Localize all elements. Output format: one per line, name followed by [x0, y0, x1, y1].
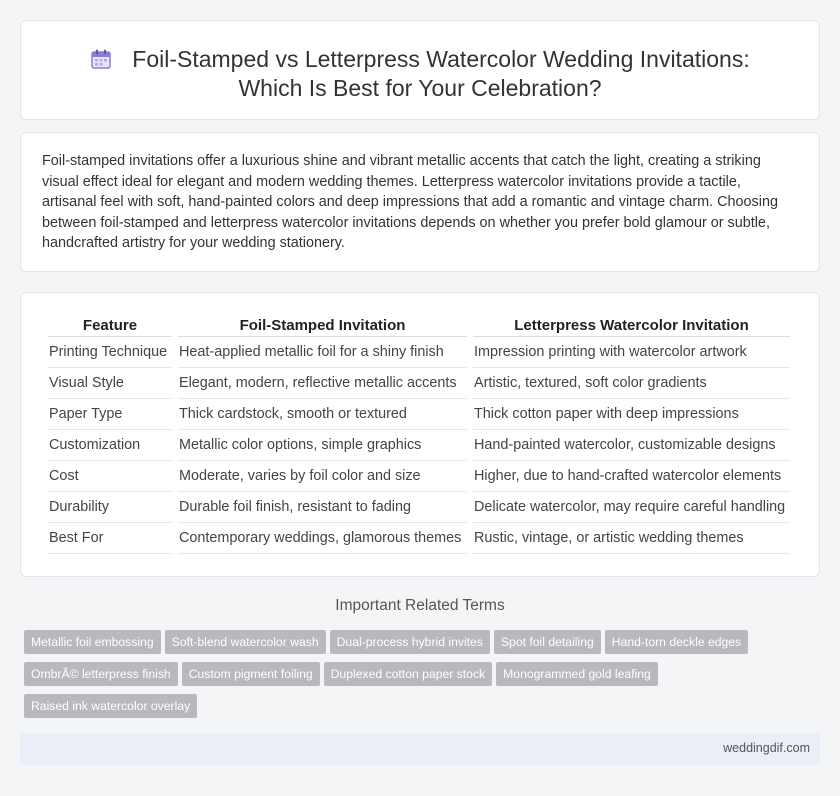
- feature-cell: Durability: [48, 492, 172, 523]
- feature-cell: Paper Type: [48, 399, 172, 430]
- comparison-table: [42, 315, 796, 554]
- feature-cell: Customization: [48, 430, 172, 461]
- foil-cell: Contemporary weddings, glamorous themes: [178, 523, 467, 554]
- footer: [20, 733, 820, 765]
- letterpress-cell: Delicate watercolor, may require careful handling: [473, 492, 790, 523]
- foil-cell: Metallic color options, simple graphics: [178, 430, 467, 461]
- title-line-1: Foil-Stamped vs Letterpress Watercolor Wedding Invitations:: [132, 46, 750, 72]
- table-row: [48, 368, 790, 399]
- foil-cell: Elegant, modern, reflective metallic accents: [178, 368, 467, 399]
- calendar-icon: [90, 48, 112, 70]
- term-tag[interactable]: Raised ink watercolor overlay: [24, 694, 197, 718]
- term-tag[interactable]: Dual-process hybrid invites: [330, 630, 490, 654]
- title-line-2: Which Is Best for Your Celebration?: [238, 75, 602, 101]
- header-foil: Foil-Stamped Invitation: [178, 315, 467, 337]
- feature-cell: Visual Style: [48, 368, 172, 399]
- table-row: [48, 399, 790, 430]
- table-row: [48, 523, 790, 554]
- title-card: [20, 20, 820, 120]
- term-tag[interactable]: Soft-blend watercolor wash: [165, 630, 326, 654]
- letterpress-cell: Artistic, textured, soft color gradients: [473, 368, 790, 399]
- related-terms-list: [24, 630, 814, 726]
- comparison-card: [20, 292, 820, 577]
- table-row: [48, 492, 790, 523]
- table-row: [48, 430, 790, 461]
- letterpress-cell: Hand-painted watercolor, customizable designs: [473, 430, 790, 461]
- feature-cell: Best For: [48, 523, 172, 554]
- footer-site-link[interactable]: weddingdif.com: [723, 741, 810, 755]
- letterpress-cell: Rustic, vintage, or artistic wedding themes: [473, 523, 790, 554]
- related-terms-heading: Important Related Terms: [335, 597, 505, 614]
- table-row: [48, 337, 790, 368]
- page-title: [21, 45, 819, 103]
- letterpress-cell: Higher, due to hand-crafted watercolor elements: [473, 461, 790, 492]
- term-tag[interactable]: Custom pigment foiling: [182, 662, 320, 686]
- intro-paragraph: Foil-stamped invitations offer a luxurious shine and vibrant metallic accents that catch the light, creating a striking visual effect ideal for elegant and modern wedding themes. Letterpress watercolor invitations provide a tactile, artisanal feel with soft, hand-painted colors and deep impressions that add a romantic and vintage charm. Choosing between foil-stamped and letterpress watercolor invitations depends on whether you prefer bold glamour or subtle, handcrafted artistry for your wedding stationery.: [42, 153, 778, 251]
- term-tag[interactable]: Spot foil detailing: [494, 630, 601, 654]
- term-tag[interactable]: Duplexed cotton paper stock: [324, 662, 492, 686]
- term-tag[interactable]: Hand-torn deckle edges: [605, 630, 748, 654]
- header-letterpress: Letterpress Watercolor Invitation: [473, 315, 790, 337]
- header-feature: Feature: [48, 315, 172, 337]
- intro-card: [20, 132, 820, 272]
- table-header-row: [48, 315, 790, 337]
- letterpress-cell: Impression printing with watercolor artwork: [473, 337, 790, 368]
- term-tag[interactable]: Monogrammed gold leafing: [496, 662, 658, 686]
- term-tag[interactable]: Metallic foil embossing: [24, 630, 161, 654]
- table-row: [48, 461, 790, 492]
- foil-cell: Heat-applied metallic foil for a shiny finish: [178, 337, 467, 368]
- letterpress-cell: Thick cotton paper with deep impressions: [473, 399, 790, 430]
- foil-cell: Durable foil finish, resistant to fading: [178, 492, 467, 523]
- foil-cell: Moderate, varies by foil color and size: [178, 461, 467, 492]
- term-tag[interactable]: OmbrÃ© letterpress finish: [24, 662, 178, 686]
- feature-cell: Printing Technique: [48, 337, 172, 368]
- foil-cell: Thick cardstock, smooth or textured: [178, 399, 467, 430]
- feature-cell: Cost: [48, 461, 172, 492]
